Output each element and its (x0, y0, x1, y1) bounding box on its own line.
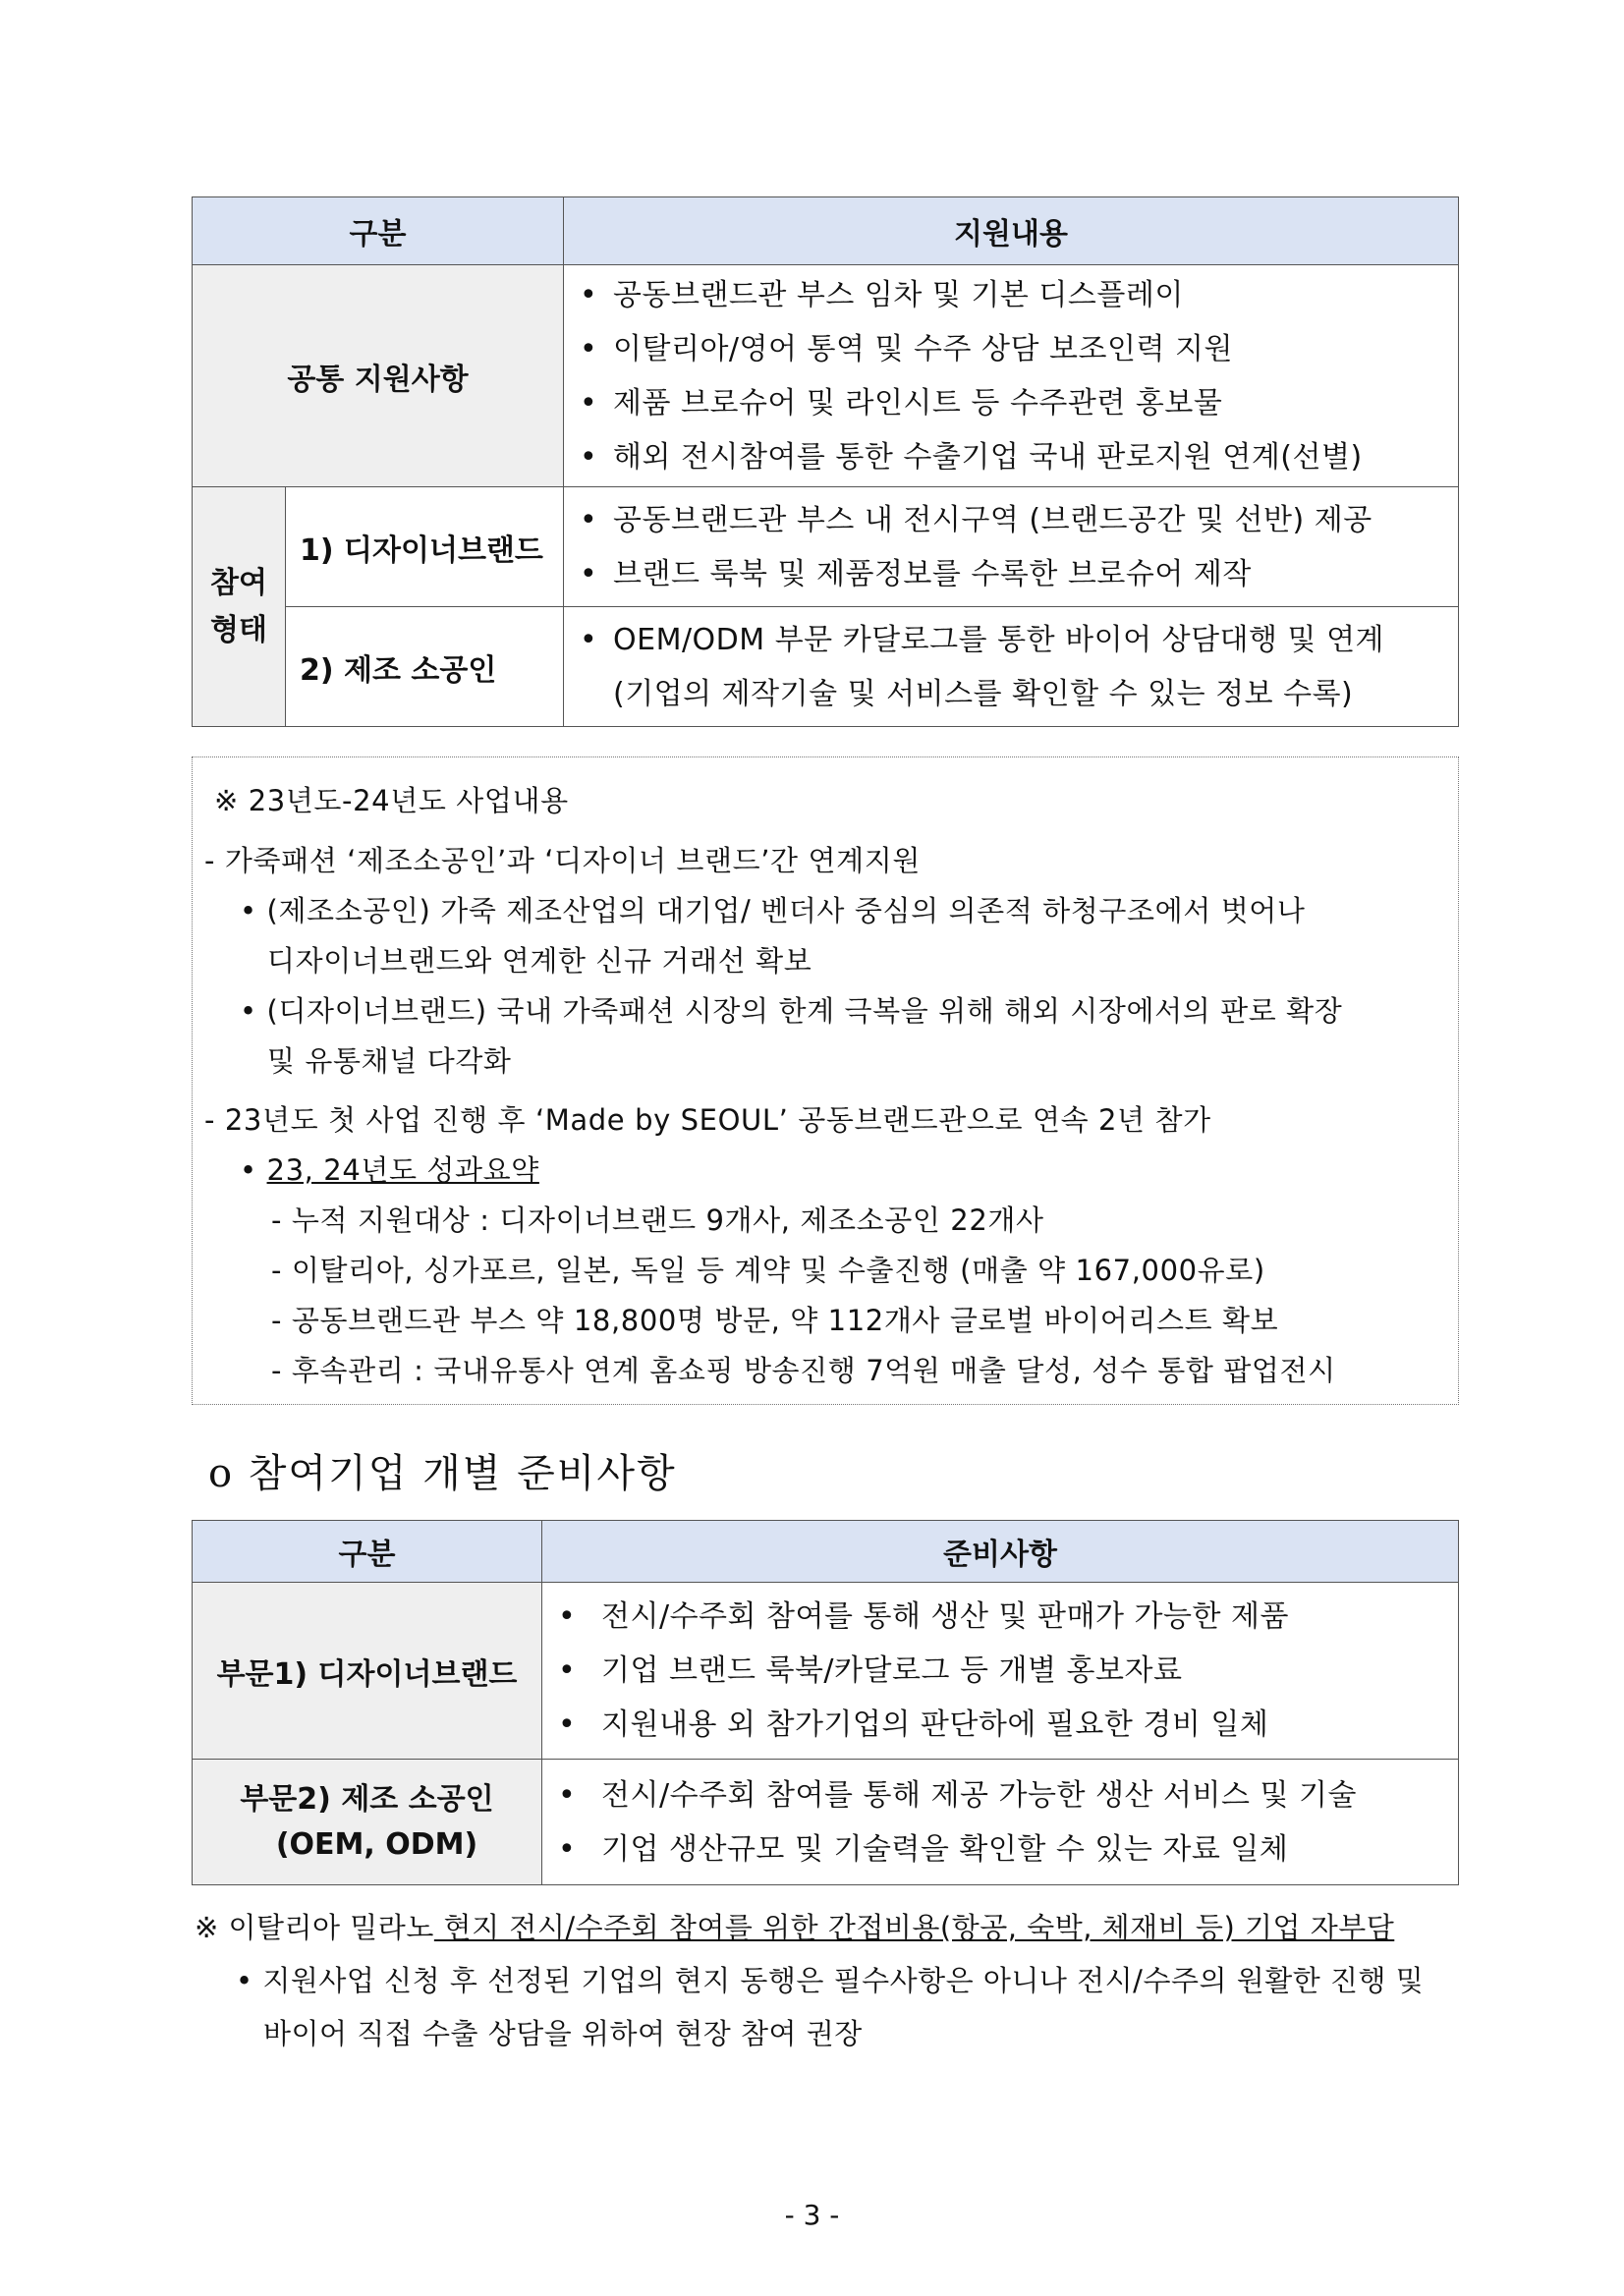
list-item: • 전시/수주회 참여를 통해 생산 및 판매가 가능한 제품 (542, 1590, 1458, 1644)
bullet-glyph: • (240, 1153, 257, 1187)
list-item: • 기업 브랜드 룩북/카달로그 등 개별 홍보자료 (542, 1644, 1458, 1698)
list-item: • 이탈리아/영어 통역 및 수주 상담 보조인력 지원 (564, 322, 1458, 376)
list-item: • 전시/수주회 참여를 통해 제공 가능한 생산 서비스 및 기술 (542, 1768, 1458, 1822)
notice-title: ※ 23년도-24년도 사업내용 (214, 784, 569, 817)
business-history-notice (192, 756, 1459, 1405)
notice-line: - 공동브랜드관 부스 약 18,800명 방문, 약 112개사 글로벌 바이어리스트 확보 (271, 1304, 1279, 1337)
notice-line: - 가죽패션 ‘제조소공인’과 ‘디자이너 브랜드’간 연계지원 (204, 844, 921, 877)
footnote-prefix: ※ 이탈리아 밀라노 (195, 1911, 434, 1944)
designer-section-cell (542, 1583, 1459, 1760)
designer-section-label: 부문1) 디자이너브랜드 (193, 1583, 542, 1760)
participation-type-label (193, 487, 286, 727)
list-item-continuation: (기업의 제작기술 및 서비스를 확인할 수 있는 정보 수록) (613, 676, 1354, 711)
list-item: • 지원내용 외 참가기업의 판단하에 필요한 경비 일체 (542, 1698, 1458, 1752)
section-title: o 참여기업 개별 준비사항 (208, 1451, 677, 1496)
participation-label-line1: 참여 (210, 565, 267, 600)
list-item-text: • OEM/ODM 부문 카달로그를 통한 바이어 상담대행 및 연계 (613, 622, 1385, 657)
participation-label-line2: 형태 (210, 612, 267, 647)
page-number: - 3 - (784, 2199, 840, 2231)
table1-header-category: 구분 (193, 197, 564, 265)
footnote-bullet-line: • 지원사업 신청 후 선정된 기업의 현지 동행은 필수사항은 아니나 전시/수주의 원활한 진행 및 (236, 1964, 1425, 1997)
common-support-cell (564, 265, 1459, 487)
summary-heading: 23, 24년도 성과요약 (266, 1153, 539, 1187)
footnote-underlined: 현지 전시/수주회 참여를 위한 간접비용(항공, 숙박, 체재비 등) 기업 자부담 (433, 1911, 1395, 1944)
designer-brand-cell (564, 487, 1459, 607)
table2-header-preparation: 준비사항 (542, 1521, 1459, 1583)
list-item (564, 613, 1458, 721)
list-item: • 해외 전시참여를 통한 수출기업 국내 판로지원 연계(선별) (564, 430, 1458, 484)
list-item: • 제품 브로슈어 및 라인시트 등 수주관련 홍보물 (564, 376, 1458, 430)
table1-header-support: 지원내용 (564, 197, 1459, 265)
list-item: • 기업 생산규모 및 기술력을 확인할 수 있는 자료 일체 (542, 1822, 1458, 1876)
manufacturer-label-line2: (OEM, ODM) (275, 1826, 478, 1862)
notice-line: - 후속관리 : 국내유통사 연계 홈쇼핑 방송진행 7억원 매출 달성, 성수 통합 팝업전시 (271, 1354, 1336, 1387)
preparation-table (192, 1520, 1459, 1885)
cost-footnote (195, 1901, 1424, 2060)
footnote-line (195, 1901, 1424, 1954)
notice-line: - 23년도 첫 사업 진행 후 ‘Made by SEOUL’ 공동브랜드관으로 연속 2년 참가 (204, 1103, 1211, 1137)
footnote-bullet-continuation: 바이어 직접 수출 상담을 위하여 현장 참여 권장 (263, 2017, 863, 2050)
list-item: • 공동브랜드관 부스 임차 및 기본 디스플레이 (564, 268, 1458, 322)
designer-brand-label: 1) 디자이너브랜드 (286, 487, 564, 607)
notice-line: 및 유통채널 다각화 (267, 1044, 512, 1078)
common-support-label: 공통 지원사항 (193, 265, 564, 487)
manufacturer-label-line1: 부문2) 제조 소공인 (240, 1781, 494, 1817)
manufacturer-section-label (193, 1760, 542, 1885)
list-item: • 브랜드 룩북 및 제품정보를 수록한 브로슈어 제작 (564, 547, 1458, 601)
notice-line: 디자이너브랜드와 연계한 신규 거래선 확보 (267, 944, 812, 978)
list-item: • 공동브랜드관 부스 내 전시구역 (브랜드공간 및 선반) 제공 (564, 493, 1458, 547)
notice-line (240, 1146, 539, 1196)
support-content-table (192, 196, 1459, 727)
manufacturer-cell (564, 607, 1459, 727)
notice-line: • (디자이너브랜드) 국내 가죽패션 시장의 한계 극복을 위해 해외 시장에서의 판로 확장 (240, 994, 1343, 1028)
table2-header-category: 구분 (193, 1521, 542, 1583)
notice-line: - 누적 지원대상 : 디자이너브랜드 9개사, 제조소공인 22개사 (271, 1204, 1044, 1237)
manufacturer-section-cell (542, 1760, 1459, 1885)
notice-line: • (제조소공인) 가죽 제조산업의 대기업/ 벤더사 중심의 의존적 하청구조에서 벗어나 (240, 894, 1306, 927)
manufacturer-label: 2) 제조 소공인 (286, 607, 564, 727)
notice-line: - 이탈리아, 싱가포르, 일본, 독일 등 계약 및 수출진행 (매출 약 167,000유로) (271, 1254, 1265, 1287)
